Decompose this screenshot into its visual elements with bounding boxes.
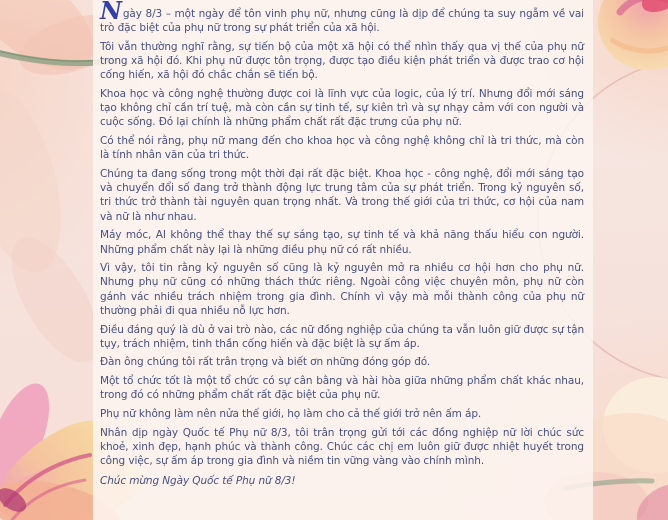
paragraph-text: Máy móc, AI không thể thay thế sự sáng tạo, sự tinh tế và khả năng thấu hiểu con người. Những phẩm chất này lại là những điều phụ nữ có rất nhiều.: [100, 229, 584, 256]
letter-paragraph: [100, 261, 584, 318]
letter-paragraph: [100, 374, 584, 402]
letter-paragraph: [100, 426, 584, 469]
paragraph-text: Có thể nói rằng, phụ nữ mang đến cho khoa học và công nghệ không chỉ là tri thức, mà còn là tính nhân văn của tri thức.: [100, 135, 584, 162]
closing-line: [100, 474, 584, 488]
paragraph-text: Đàn ông chúng tôi rất trân trọng và biết ơn những đóng góp đó.: [100, 356, 431, 369]
drop-cap: N: [100, 0, 122, 25]
letter-paragraph: [100, 167, 584, 224]
letter-paragraph: [100, 0, 584, 35]
orchid-flower-top-right: [598, 0, 668, 70]
letter-panel: [93, 0, 593, 520]
paragraph-text: Chúc mừng Ngày Quốc tế Phụ nữ 8/3!: [100, 475, 296, 488]
paragraph-text: Khoa học và công nghệ thường được coi là lĩnh vực của logic, của lý trí. Nhưng đổi mới sáng tạo không chỉ cần trí tuệ, mà còn cần sự tinh tế, sự kiên trì và sự nhạy cảm với con người và cuộc sống. Đó lại chính là những phẩm chất rất đặc trưng của phụ nữ.: [100, 88, 584, 129]
paragraph-text: Phụ nữ không làm nên nửa thế giới, họ làm cho cả thế giới trở nên ấm áp.: [100, 408, 482, 421]
paragraph-text: Một tổ chức tốt là một tổ chức có sự cân bằng và hài hòa giữa những phẩm chất khác nhau, trong đó có những phẩm chất rất đặc biệt của phụ nữ.: [100, 375, 584, 402]
letter-paragraph: [100, 407, 584, 421]
letter-paragraph: [100, 134, 584, 162]
paragraph-text: Điều đáng quý là dù ở vai trò nào, các nữ đồng nghiệp của chúng ta vẫn luôn giữ được sự tận tụy, trách nhiệm, tinh thần cống hiến và đặc biệt là sự ấm áp.: [100, 323, 584, 350]
letter-paragraph: [100, 40, 584, 83]
letter-paragraph: [100, 323, 584, 351]
paragraph-text: Nhân dịp ngày Quốc tế Phụ nữ 8/3, tôi trân trọng gửi tới các đồng nghiệp nữ lời chúc sức khoẻ, xinh đẹp, hạnh phúc và thành công. Chúc các chị em luôn giữ được nhiệt huyết trong công việc, sự ấm áp trong gia đình và niềm tin vững vàng vào chính mình.: [100, 426, 584, 468]
letter-paragraph: [100, 228, 584, 256]
paragraph-text: gày 8/3 – một ngày để tôn vinh phụ nữ, nhưng cũng là dịp để chúng ta suy ngẫm về vai trò đặc biệt của phụ nữ trong sự phát triển của xã hội.: [100, 8, 584, 35]
letter-paragraph: [100, 355, 584, 369]
paragraph-text: Vì vậy, tôi tin rằng kỷ nguyên số cũng là kỷ nguyên mở ra nhiều cơ hội hơn cho phụ nữ. Nhưng phụ nữ cũng có những thách thức riêng. Ngoài công việc chuyên môn, phụ nữ còn gánh vác nhiều trách nhiệm trong gia đình. Chính vì vậy mà mỗi thành công của phụ nữ thường phải đi qua nhiều nỗ lực hơn.: [100, 262, 584, 317]
paragraph-text: Tôi vẫn thường nghĩ rằng, sự tiến bộ của một xã hội có thể nhìn thấy qua vị thế của phụ nữ trong xã hội đó. Khi phụ nữ được tôn trọng, được tạo điều kiện phát triển và được trao cơ hội cống hiến, xã hội đó chắc chắn sẽ tiến bộ.: [100, 40, 584, 82]
letter-paragraph: [100, 87, 584, 130]
letter-body: [100, 0, 584, 489]
paragraph-text: Chúng ta đang sống trong một thời đại rất đặc biệt. Khoa học - công nghệ, đổi mới sáng tạo và chuyển đổi số đang trở thành động lực trung tâm của sự phát triển. Trong kỷ nguyên số, tri thức trở thành tài nguyên quan trọng nhất. Và trong thế giới của tri thức, cơ hội của nam và nữ là như nhau.: [100, 168, 584, 223]
